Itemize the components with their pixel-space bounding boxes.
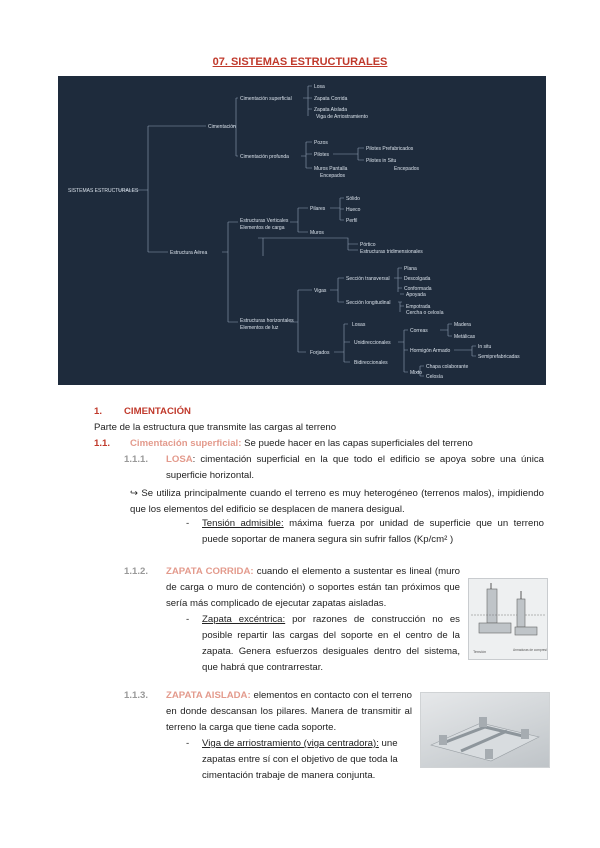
diagram-link [333,148,364,160]
diagram-cim-superficial: Cimentación superficial [240,96,292,102]
diagram-celosia: Celosía [426,374,443,380]
diagram-zapata-corrida: Zapata Corrida [314,96,348,102]
section-1-1-description: Se puede hacer en las capas superficiales del terreno [241,438,473,449]
bullet-dash: - [186,518,190,529]
diagram-pilares: Pilares [310,206,326,212]
tension-admisible-text: máxima fuerza por unidad de superficie que un terreno puede soportar de manera segura sin sufrir fallos (Kp/cm² ) [202,518,544,545]
diagram-cercha: Cercha o celosía [406,310,444,316]
diagram-estr-verticales: Estructuras Verticales [240,218,289,224]
diagram-link [398,294,404,312]
section-1-description: Parte de la estructura que transmite las cargas al terreno [94,422,337,433]
section-1-1-3-title: ZAPATA AISLADA: [166,690,251,701]
diagram-hueco: Hueco [346,207,361,213]
section-1-1-2-number: 1.1.2. [124,566,149,577]
zapata-excentrica-paragraph [202,612,460,676]
diagram-semiprefabricadas: Semiprefabricadas [478,354,520,360]
section-1-1-1-number: 1.1.1. [124,454,149,465]
diagram-bidireccionales: Bidireccionales [354,360,388,366]
diagram-perfil: Perfil [346,218,358,224]
section-1-1-3-text: elementos en contacto con el terreno en donde descansan los pilares. Manera de transmitir al terreno la carga que tiene cada soporte. [166,690,412,733]
diagram-conformada: Conformada [404,286,432,292]
bullet-dash: - [186,614,190,625]
diagram-link [290,208,308,232]
section-1-1-1-note: ↪ Se utiliza principalmente cuando el terreno es muy heterogéneo (terrenos malos), impidiendo que los elementos del edificio se desplacen de manera desigual. [130,488,544,515]
diagram-pilotes: Pilotes [314,152,330,158]
diagram-solido: Sólido [346,196,360,202]
footing-grid-drawing [421,693,549,767]
diagram-chapa: Chapa colaborante [426,364,469,370]
diagram-mixto: Mixto [410,370,422,376]
section-1-1-3-number: 1.1.3. [124,690,149,701]
section-1-1-2-text: cuando el elemento a sustentar es lineal (muro de carga o muro de contención) o soportes están tan próximos que sería más complicado de ejecutar zapatas aisladas. [166,566,460,609]
zapata-excentrica-label: Zapata excéntrica: [202,614,286,625]
viga-arriostramiento-paragraph [202,736,414,784]
section-1-1-1-text: : cimentación superficial en la que todo el edificio se apoya sobre una única superficie horizontal. [166,454,544,481]
diagram-muros-pantalla: Muros Pantalla [314,166,348,172]
figure-caption-b: Armaduras de compresión [513,648,547,652]
zapata-aislada-photo [420,692,550,768]
diagram-estr-horizontales: Estructuras horizontales [240,318,294,324]
diagram-root: SISTEMAS ESTRUCTURALES [68,188,139,194]
diagram-link [330,198,344,220]
diagram-cim-profunda: Cimentación profunda [240,154,289,160]
diagram-encepados-2: Encepados [394,166,420,172]
diagram-seccion-longitudinal: Sección longitudinal [346,300,391,306]
section-1-1-1-paragraph [166,452,544,484]
figure-caption-a: Tensión [473,650,487,654]
diagram-apoyada: Apoyada [406,292,426,298]
section-1-1-number: 1.1. [94,438,111,449]
diagram-elementos-luz: Elementos de luz [240,325,279,331]
diagram-zapata-aislada: Zapata Aislada [314,107,348,113]
viga-arriostramiento-label: Viga de arriostramiento (viga centradora): [202,738,379,749]
diagram-elementos-carga: Elementos de carga [240,225,285,231]
section-1-1-heading [130,436,473,452]
diagram-link [334,324,350,362]
section-1-title: CIMENTACIÓN [124,406,191,417]
section-1-1-2-title: ZAPATA CORRIDA: [166,566,254,577]
diagram-forjados: Forjados [310,350,330,356]
bullet-dash: - [186,738,190,749]
footing-drawing [469,579,547,659]
diagram-link [303,86,312,116]
diagram-losa: Losa [314,84,325,90]
diagram-link [454,346,476,356]
tension-admisible-label: Tensión admisible: [202,518,284,529]
diagram-hormigon-armado: Hormigón Armado [410,348,451,354]
diagram-portico: Pórtico [360,242,376,248]
diagram-pozos: Pozos [314,140,328,146]
diagram-unidireccionales: Unidireccionales [354,340,391,346]
diagram-empotrada: Empotrada [406,304,431,310]
diagram-encepados-1: Encepados [320,173,346,179]
diagram-losas: Losas [352,322,366,328]
viga-arriostramiento-text: une zapatas entre sí con el objetivo de que toda la cimentación trabaje de manera conjunta. [202,738,398,781]
diagram-link [398,330,408,372]
diagram-correas: Correas [410,328,428,334]
diagram-pilotes-in-situ: Pilotes in Situ [366,158,397,164]
diagram-cimentacion: Cimentación [208,124,236,130]
zapata-excentrica-figure [468,578,548,660]
diagram-muros: Muros [310,230,324,236]
section-1-1-title: Cimentación superficial: [130,438,242,449]
diagram-descolgada: Descolgada [404,276,431,282]
diagram-estructura-aerea: Estructura Aérea [170,250,208,256]
structural-systems-diagram [58,76,546,385]
tension-admisible-paragraph [202,516,544,548]
diagram-plana: Plana [404,266,417,272]
diagram-vigas: Vigas [314,288,327,294]
diagram-metalicas: Metálicas [454,334,476,340]
section-1-1-3-paragraph [166,688,412,736]
diagram-madera: Madera [454,322,471,328]
diagram-pilotes-prefabricados: Pilotes Prefabricados [366,146,414,152]
page-title: 07. SISTEMAS ESTRUCTURALES [212,56,388,68]
diagram-in-situ: In situ [478,344,492,350]
diagram-link [440,324,452,336]
diagram-link [330,278,344,302]
diagram-link [394,268,402,292]
section-1-1-2-paragraph [166,564,460,612]
diagram-viga-arriostramiento: Viga de Arriostramiento [316,114,368,120]
diagram-link [301,142,312,168]
zapata-excentrica-text: por razones de construcción no es posible repartir las cargas del soporte en el centro de la zapata. Genera esfuerzos desiguales dentro del sistema, que habrá que contrarrestar. [202,614,460,673]
diagram-estr-tridimensionales: Estructuras tridimensionales [360,249,423,255]
diagram-link [222,222,238,322]
diagram-seccion-transversal: Sección transversal [346,276,390,282]
section-1-1-1-title: LOSA [166,454,193,465]
section-1-number: 1. [94,406,103,417]
diagram-link [258,238,358,256]
